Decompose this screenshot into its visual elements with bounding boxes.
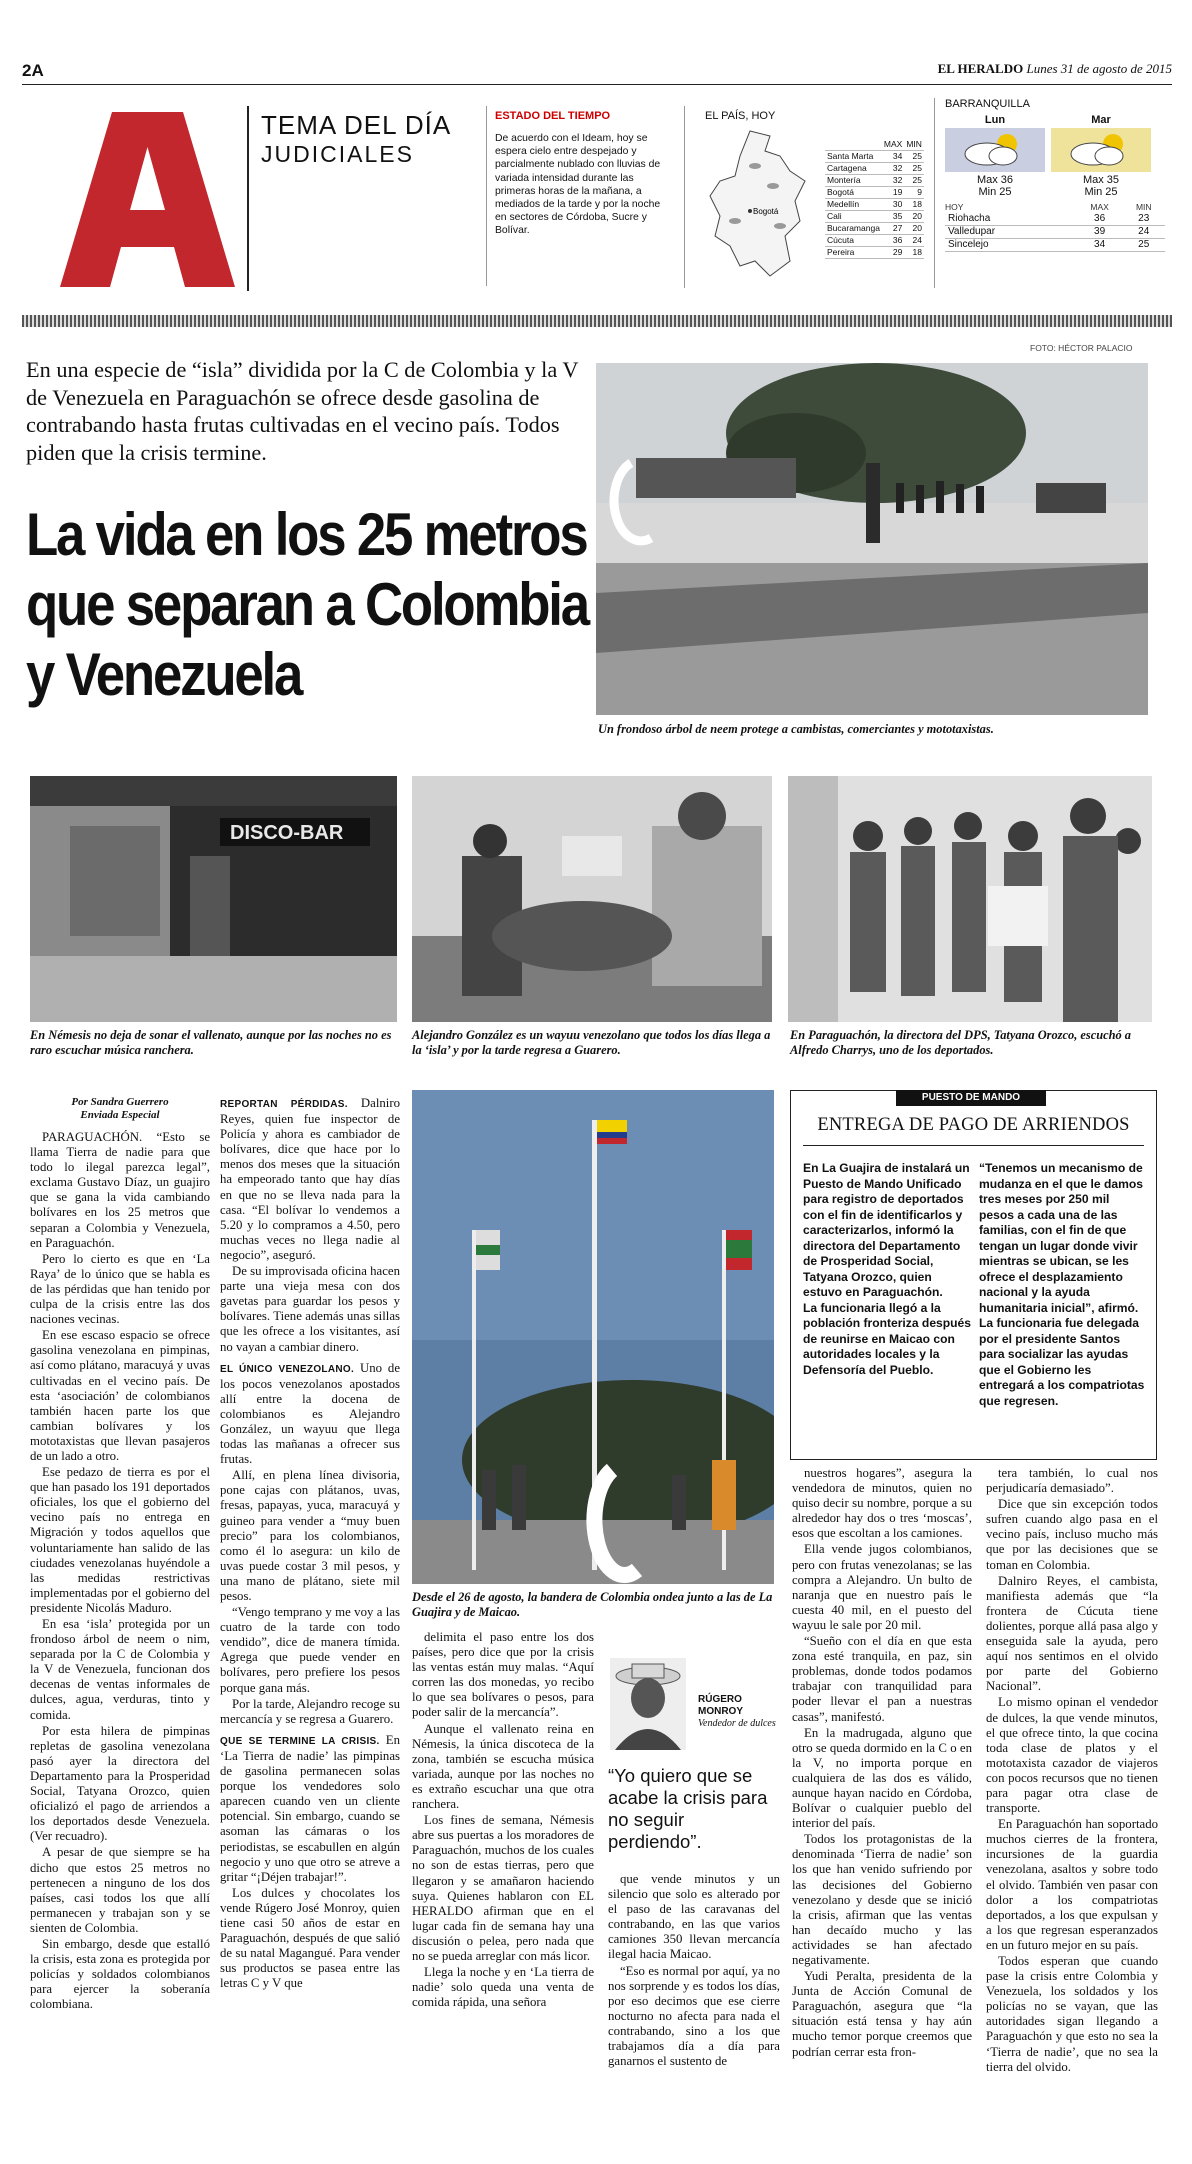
section-title-block: [247, 106, 482, 291]
map-city-label: Bogotá: [753, 207, 779, 216]
vendor-photo-caption: Alejandro González es un wayuu venezolano que todos los días llega a la ‘isla’ y por la tarde regresa a Guarero.: [412, 1028, 771, 1057]
article-paragraph: Allí, en plena línea divisoria, pone cajas con plátanos, uvas, fresas, papayas, yuca, maracuyá y guineo para vender a “muy buen precio” para los colombianos, como él lo asegura: un kilo de uvas puede costar 3 mil pesos, y una mano de plátano, siete mil pesos.: [220, 1468, 400, 1603]
city-name: Cúcuta: [825, 234, 882, 246]
article-paragraph: En Paraguachón han soportado muchos cierres de la frontera, incursiones de la guardia venezolana, asaltos y sobre todo el olvido. También ven pasar con dolor a los compatriotas deportados, a los que expulsan y a los que regresan esperanzados en un futuro mejor en su país.: [986, 1817, 1158, 1952]
city-row: [825, 234, 924, 246]
article-paragraph: A pesar de que siempre se ha dicho que estos 25 metros no pertenecen a ninguno de los dos países, casi todos los que allí permanecen y trabajan son y se sienten de Colombia.: [30, 1845, 210, 1935]
subhead-venezolano: EL ÚNICO VENEZOLANO.: [220, 1363, 355, 1375]
city-max: 32: [882, 174, 904, 186]
column-2-first-text: Dalniro Reyes, quien fue inspector de Policía y ahora es cambiador de bolívares, dice que hace por lo menos dos meses que la situación ha empeorado tanto que hay días en que no se lleva nada para la casa. “El bolívar lo vendemos a 5.20 y lo compramos a 4.50, pero muchas veces no llega nadie al negocio”, aseguró.: [220, 1096, 400, 1262]
column-2c-paragraphs: [220, 1886, 400, 1992]
city-name: Bucaramanga: [827, 223, 880, 233]
city-temperature-table: [825, 138, 924, 259]
col-hoy: HOY: [945, 202, 964, 212]
region-max: 39: [1077, 225, 1123, 238]
day-name: Lun: [984, 114, 1006, 126]
city-max: 19: [882, 186, 904, 198]
city-min: 25: [904, 162, 924, 174]
flags-photo: [412, 1090, 774, 1584]
section-letter-logo: [60, 112, 235, 287]
dps-photo: [788, 776, 1152, 1022]
publication-date: Lunes 31 de agosto de 2015: [1026, 61, 1172, 76]
partly-cloudy-icon: [1051, 128, 1151, 172]
region-min: 24: [1122, 225, 1165, 238]
dps-photo-caption: En Paraguachón, la directora del DPS, Tatyana Orozco, escuchó a Alfredo Charrys, uno de los deportados.: [790, 1028, 1131, 1057]
day-forecast-row: [945, 114, 1174, 198]
city-row: [825, 222, 924, 234]
article-paragraph: Todos los protagonistas de la denominada ‘Tierra de nadie’ son los que han venido sufriendo por las decisiones del Gobierno venezolano y desde que se inició la crisis, afirman que las ventas han decaído mucho y las actividades se han afectado negativamente.: [792, 1832, 972, 1967]
region-max: 36: [1077, 212, 1123, 225]
city-table-header: [825, 138, 924, 150]
city-min: 25: [904, 150, 924, 162]
partly-cloudy-icon: [945, 128, 1045, 172]
region-min: 25: [1122, 238, 1165, 251]
box-divider: [803, 1145, 1144, 1146]
column-2b-first-text: Uno de los pocos venezolanos apostados allí entre la docena de colombianos es Alejandro González, un wayuu que llega todas las mañanas a ofrecer sus frutas.: [220, 1360, 400, 1467]
article-paragraph: Dice que sin excepción todos sufren cuando algo pasa en el vecino país, incluso mucho más que por las decisiones que se toman en Colombia.: [986, 1497, 1158, 1572]
article-paragraph: Llega la noche y en ‘La tierra de nadie’ solo queda una venta de comida rápida, una señora: [412, 1965, 594, 2010]
byline: [30, 1096, 210, 1122]
city-min: 18: [904, 198, 924, 210]
article-paragraph: Los dulces y chocolates los vende Rúgero José Monroy, quien tiene casi 50 años de estar en Paraguachón, después de que salió de su natal Magangué. Para vender sus productos se pasea entre las letras C y V que: [220, 1885, 400, 1991]
day-card: [945, 114, 1045, 198]
box-paragraph: En La Guajira de instalará un Puesto de Mando Unificado para registro de deportados con el fin de identificarlos y caracterizarlos, informó la directora del Departamento de Prosperidad Social, Tatyana Orozco, quien estuvo en Paraguachón.: [803, 1161, 970, 1299]
main-photo: [596, 363, 1148, 715]
city-row: [825, 210, 924, 222]
vendor-photo: [412, 776, 772, 1022]
main-photo-caption: Un frondoso árbol de neem protege a cambistas, comerciantes y mototaxistas.: [598, 722, 994, 736]
city-min: 18: [904, 246, 924, 258]
city-max: 34: [882, 150, 904, 162]
regional-row: [945, 225, 1165, 238]
box-paragraph: La funcionaria llegó a la población fronteriza después de reunirse en Maicao con autoridades locales y la Defensoría del Pueblo.: [803, 1300, 971, 1377]
city-max: 29: [882, 246, 904, 258]
article-paragraph: De su improvisada oficina hacen parte una vieja mesa con dos gavetas para guardar los pesos y bolívares. Tiene además unas sillas que les ofrece a los visitantes, así no vayan a cambiar dinero.: [220, 1264, 400, 1354]
article-paragraph: Yudi Peralta, presidenta de la Junta de Acción Comunal de Paraguachón, asegura que “la situación está tensa y hay aún mucho temor porque creemos que podrían cerrar esta fron-: [792, 1969, 972, 2059]
column-1-paragraphs: [30, 1130, 210, 2012]
byline-author: Por Sandra Guerrero: [71, 1096, 169, 1108]
article-paragraph: Aunque el vallenato reina en Némesis, la única discoteca de la zona, también se escucha música variada, aunque por las noches no es extraño escuchar una que otra ranchera.: [412, 1721, 594, 1812]
col-max: MAX: [883, 138, 903, 149]
publication-name: EL HERALDO: [937, 61, 1024, 76]
bar-photo-caption: En Némesis no deja de sonar el vallenato, aunque por las noches no es raro escuchar música ranchera.: [30, 1028, 392, 1057]
col-min: MIN: [906, 138, 922, 149]
city-min: 9: [904, 186, 924, 198]
colombia-map-icon: [695, 126, 820, 286]
section-subtitle: JUDICIALES: [261, 141, 414, 167]
column-2c-first-text: En ‘La Tierra de nadie’ las pimpinas de gasolina permanecen solas porque los vendedores solo aparecen cuando ven un cliente potencial. Sin embargo, cuando se asoman las cámaras o los periodistas, se escabullen en algún negocio y uno que otro se atreve a gritar “¡Déjen trabajar!”.: [220, 1732, 401, 1884]
weather-map: [684, 106, 924, 288]
column-2-paragraphs: [220, 1264, 400, 1355]
city-min: 25: [904, 174, 924, 186]
byline-role: Enviada Especial: [80, 1109, 160, 1121]
article-headline: La vida en los 25 metros que separan a Colombia y Venezuela: [26, 501, 588, 708]
section-divider: [22, 315, 1172, 327]
bar-photo: [30, 776, 397, 1022]
article-paragraph: “Eso es normal por aquí, ya no nos sorprende y es todos los días, por eso decimos que ese cierre nocturno no afecta para nada el contrabando, sino a los que trabajamos día a día para ganarnos el sustento de: [608, 1963, 780, 2069]
city-max: 27: [882, 222, 904, 234]
box-paragraph: La funcionaria fue delegada por el presidente Santos para socializar las ayudas que el Gobierno les entregará a los compatriotas que regresen.: [979, 1316, 1145, 1408]
article-column-4: [608, 1872, 780, 2070]
city-min: 20: [904, 210, 924, 222]
city-row: [825, 198, 924, 210]
bar-sign-text: DISCO-BAR: [230, 822, 344, 844]
city-row: [825, 246, 924, 258]
article-paragraph: En la madrugada, alguno que otro se queda dormido en la C o en la V, no importa porque en cualquiera de las dos es válido, aunque hayan nacido en Córdoba, Bolívar o cualquier pueblo del interior del país.: [792, 1725, 972, 1831]
column-2-lead: [220, 1096, 400, 1263]
region-name: Valledupar: [945, 225, 1077, 238]
city-name: Montería: [825, 174, 882, 186]
city-max: 35: [882, 210, 904, 222]
map-label: EL PAÍS, HOY: [705, 110, 776, 122]
city-min: 20: [904, 222, 924, 234]
day-name: Mar: [1091, 114, 1111, 126]
weather-block: [486, 106, 676, 286]
local-forecast: [934, 98, 1174, 288]
city-name: Cartagena: [825, 162, 882, 174]
article-column-5: [792, 1466, 972, 2061]
column-2b-paragraphs: [220, 1468, 400, 1727]
region-name: Sincelejo: [945, 238, 1077, 251]
city-max: 30: [882, 198, 904, 210]
city-row: [825, 174, 924, 186]
subhead-crisis: QUE SE TERMINE LA CRISIS.: [220, 1735, 380, 1747]
person-caption: [698, 1694, 786, 1730]
day-min: Min 25: [978, 186, 1012, 198]
col-min: MIN: [1135, 202, 1152, 212]
photo-credit: FOTO: HÉCTOR PALACIO: [1030, 343, 1133, 353]
day-max: Max 35: [1082, 174, 1120, 186]
article-column-6: [986, 1466, 1158, 2076]
city-name: Santa Marta: [825, 150, 882, 162]
page-header: [22, 55, 1172, 85]
article-paragraph: Ese pedazo de tierra es por el que han pasado los 191 deportados oficiales, los que el gobierno del vecino país no entrega en Migración y todos aquellos que voluntariamente han salido de las ciudades venezolanas huyéndole a las medidas restrictivas implementadas por el gobierno del presidente Nicolás Maduro.: [30, 1465, 210, 1615]
article-paragraph: Por esta hilera de pimpinas repletas de gasolina venezolana pasó ayer la directora del Departamento para la Prosperidad Social, Tatyana Orozco, quien oficializó el pago de arriendos a los deportados desde Venezuela. (Ver recuadro).: [30, 1723, 210, 1844]
sidebar-box: [790, 1090, 1157, 1460]
publication-line: [938, 61, 1172, 77]
box-right-column: [979, 1161, 1147, 1409]
article-paragraph: Pero lo cierto es que en ‘La Raya’ de lo único que se habla es de las pérdidas que han tenido por culpa de la crisis entre las dos naciones vecinas.: [30, 1251, 210, 1327]
col-max: MAX: [1090, 202, 1109, 212]
box-tag: PUESTO DE MANDO: [896, 1090, 1046, 1106]
person-name: RÚGERO MONROY: [698, 1694, 743, 1717]
regional-table-header: [945, 202, 1165, 212]
regional-temperature-table: [945, 202, 1165, 252]
article-paragraph: PARAGUACHÓN. “Esto se llama Tierra de nadie para que todo lo ilegal parezca legal”, exclama Gustavo Díaz, un guajiro que se gana la vida cambiando bolívares en los 25 metros que separan a Colombia y Venezuela, en Paraguachón.: [30, 1130, 210, 1250]
page-number: 2A: [22, 61, 44, 80]
person-role: Vendedor de dulces: [698, 1718, 776, 1729]
article-paragraph: tera también, lo cual nos perjudicaría demasiado”.: [986, 1466, 1158, 1496]
day-min: Min 25: [1084, 186, 1118, 198]
column-2-third-lead: [220, 1733, 400, 1885]
article-paragraph: Los fines de semana, Némesis abre sus puertas a los moradores de Paraguachón, muchos de los cuales no son de estas tierras, pero que llegaron y se amañaron haciendo suya. Quienes hablaron con EL HERALDO afirman que en el lugar cada fin de semana hay una discusión o pelea, pero nada que no se pueda arreglar con más licor.: [412, 1813, 594, 1963]
article-paragraph: Todos esperan que cuando pase la crisis entre Colombia y Venezuela, los soldados y los policías no se vayan, que las autoridades sigan llegando a Paraguachón y que esto no sea la ‘Tierra de nadie’, que no sea la tierra del olvido.: [986, 1954, 1158, 2074]
box-paragraph: “Tenemos un mecanismo de mudanza en el que le damos tres meses por 250 mil pesos a cada una de las familias, con el fin de que tengan un lugar donde vivir mientras se ubican, se les ofrece el desplazamiento nacional y la ayuda humanitaria inicial”, afirmó.: [979, 1161, 1143, 1315]
local-label: BARRANQUILLA: [945, 98, 1030, 110]
city-max: 32: [882, 162, 904, 174]
person-photo: [610, 1658, 686, 1750]
weather-body: De acuerdo con el Ideam, hoy se espera cielo entre despejado y parcialmente nublado con lluvias de variada intensidad durante las primeras horas de la mañana, a mediados de la tarde y por la noche en sectores de Córdoba, Sucre y Bolívar.: [495, 133, 661, 237]
article-paragraph: Lo mismo opinan el vendedor de dulces, la que vende minutos, el que ofrece tinto, la que cocina toda clase de platos y el mototaxista cazador de viajeros con pocos recursos que no tienen para pagar otra clase de transporte.: [986, 1695, 1158, 1816]
region-name: Riohacha: [945, 212, 1077, 225]
article-paragraph: Por la tarde, Alejandro recoge su mercancía y se regresa a Guarero.: [220, 1696, 400, 1726]
article-paragraph: Dalniro Reyes, el cambista, manifiesta además que “la frontera de Cúcuta tiene dolientes, porque allá pasa algo y enseguida sale la ayuda, pero aquí nos sentimos en el olvido por parte del Gobierno Nacional”.: [986, 1573, 1158, 1694]
city-name: Pereira: [825, 246, 882, 258]
article-column-2: [220, 1096, 400, 1992]
region-min: 23: [1122, 212, 1165, 225]
regional-row: [945, 238, 1165, 251]
article-paragraph: “Sueño con el día en que esta zona esté tranquila, en paz, sin problemas, donde todos podamos trabajar con tranquilidad para poder llevar el pan a nuestras casas”, manifestó.: [792, 1634, 972, 1724]
article-paragraph: Sin embargo, desde que estalló la crisis, esta zona es protegida por policías y soldados colombianos para ejercer la soberanía colombiana.: [30, 1936, 210, 2012]
day-card: [1051, 114, 1151, 198]
article-paragraph: “Vengo temprano y me voy a las cuatro de la tarde con todo vendido”, dice de manera tímida. Agrega que puede vender en bolívares, pero prefiere los pesos porque gana más.: [220, 1605, 400, 1695]
city-row: [825, 186, 924, 198]
city-name: Bogotá: [825, 186, 882, 198]
day-max: Max 36: [976, 174, 1014, 186]
region-max: 34: [1077, 238, 1123, 251]
article-paragraph: Ella vende jugos colombianos, pero con frutas venezolanas; se las compra a Alejandro. Un bulto de naranja que en nuestro país le cuesta 40 mil, en el puesto del wayuu le sale por 20 mil.: [792, 1542, 972, 1632]
city-max: 36: [882, 234, 904, 246]
article-paragraph: que vende minutos y un silencio que solo es alterado por el paso de las caravanas del contrabando, en las que varios camiones 350 llevan mercancía ilegal hacia Maicao.: [608, 1872, 780, 1962]
city-name: Medellín: [825, 198, 882, 210]
article-paragraph: delimita el paso entre los dos países, pero dice que por la crisis las ventas están muy malas. “Aquí corren las dos monedas, yo recibo lo que sea bolívares o pesos, para poder salir de la mercancía”.: [412, 1630, 594, 1720]
flags-photo-caption: Desde el 26 de agosto, la bandera de Colombia ondea junto a las de La Guajira y de Maicao.: [412, 1590, 773, 1619]
article-column-1: [30, 1096, 210, 2013]
city-name: Cali: [825, 210, 882, 222]
article-paragraph: En esa ‘isla’ protegida por un frondoso árbol de neem o nim, separada por la C de Colombia y la V de Venezuela, funcionan dos decenas de ventas informales de dulces, agua, verduras, tinto y comida.: [30, 1617, 210, 1722]
article-column-3: [412, 1630, 594, 2011]
column-2-second-lead: [220, 1361, 400, 1468]
city-row: [825, 150, 924, 162]
article-lede: En una especie de “isla” dividida por la C de Colombia y la V de Venezuela en Paraguachón se ofrece desde gasolina de contrabando hasta frutas cultivadas en el vecino país. Todos piden que la crisis termine.: [26, 357, 579, 465]
article-paragraph: En ese escaso espacio se ofrece gasolina venezolana en pimpinas, así como plátano, maracuyá y uvas cultivadas en el vecino país. De esta ‘asociación’ de colombianos también hacen parte los que cambian bolívares y los mototaxistas que llevan pasajeros de un lado a otro.: [30, 1328, 210, 1463]
weather-title: ESTADO DEL TIEMPO: [495, 110, 611, 122]
regional-row: [945, 212, 1165, 225]
city-row: [825, 162, 924, 174]
box-left-column: [803, 1161, 971, 1378]
article-paragraph: nuestros hogares”, asegura la vendedora de minutos, quien no quiso decir su nombre, porque a su alrededor hay dos o tres ‘moscas’, esos que escoltan a los camiones.: [792, 1466, 972, 1541]
box-title: ENTREGA DE PAGO DE ARRIENDOS: [817, 1115, 1130, 1135]
subhead-perdidas: REPORTAN PÉRDIDAS.: [220, 1099, 348, 1110]
city-min: 24: [904, 234, 924, 246]
pull-quote: “Yo quiero que se acabe la crisis para no seguir perdiendo”.: [608, 1765, 768, 1852]
section-title: TEMA DEL DÍA: [261, 110, 452, 140]
